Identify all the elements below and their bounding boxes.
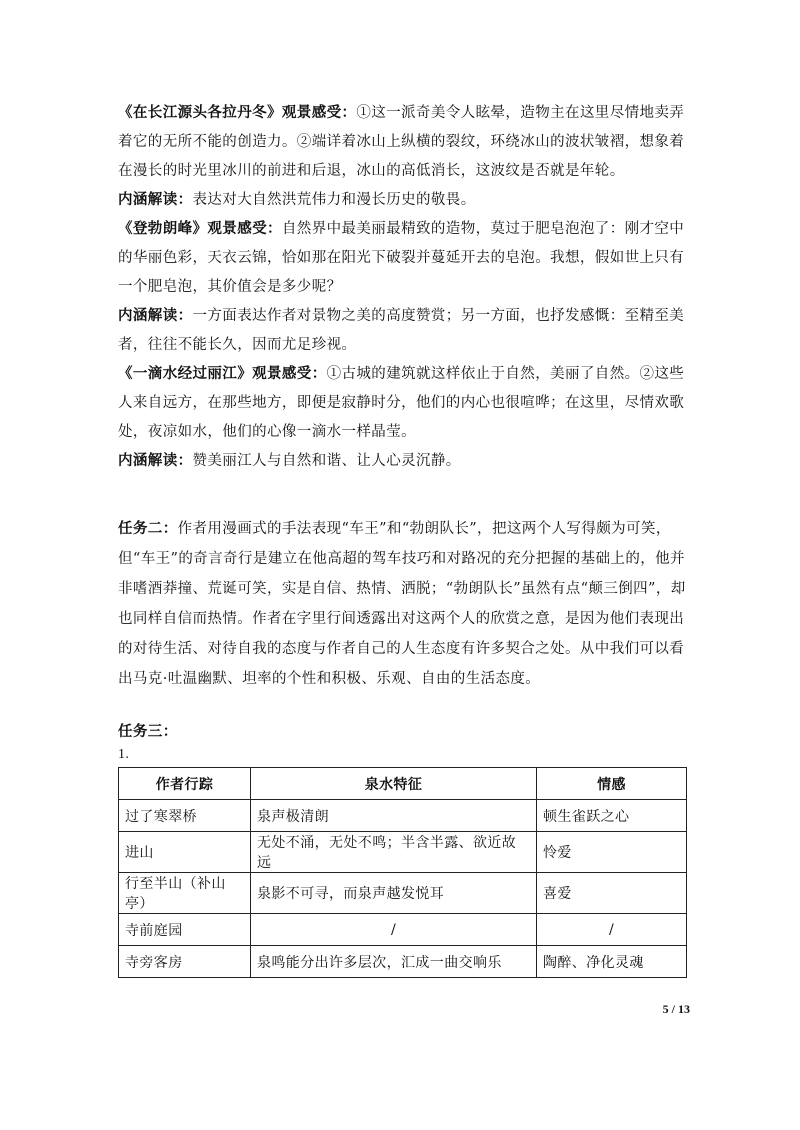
page-number: 5 / 13 [662, 1002, 690, 1016]
table-row [119, 873, 687, 914]
task3-heading [118, 717, 690, 747]
table-cell: 过了寒翠桥 [119, 800, 251, 832]
table-cell: 寺旁客房 [119, 946, 251, 978]
item3-text: ①古城的建筑就这样依止于自然，美丽了自然。②这些人来自远方，在那些地方，即便是寂静时分，他们的内心也很喧哗；在这里，尽情欢歌处，夜凉如水，他们的心像一滴水一样晶莹。 [118, 366, 685, 440]
item1-meaning [118, 185, 690, 215]
task3-label: 任务三： [118, 723, 178, 740]
table-cell: 进山 [119, 832, 251, 873]
item2-meaning-text: 一方面表达作者对景物之美的高度赞赏；另一方面，也抒发感慨：至精至美者，往往不能长久，因而尤足珍视。 [118, 308, 685, 353]
table-cell: 泉声极清朗 [251, 800, 537, 832]
task2-paragraph [118, 514, 690, 694]
item2-text: 自然界中最美丽最精致的造物，莫过于肥皂泡泡了：刚才空中的华丽色彩，天衣云锦，恰如那在阳光下破裂并蔓延开去的皂泡。我想，假如世上只有一个肥皂泡，其价值会是多少呢？ [118, 221, 685, 295]
item3-meaning-label: 内涵解读： [118, 452, 193, 469]
table-cell: 寺前庭园 [119, 914, 251, 946]
table-cell: 泉鸣能分出许多层次，汇成一曲交响乐 [251, 946, 537, 978]
table-cell: 陶醉、净化灵魂 [537, 946, 687, 978]
table-cell: 怜爱 [537, 832, 687, 873]
table-header-row [119, 768, 687, 800]
item3-title: 《一滴水经过丽江》观景感受： [118, 365, 327, 382]
item2-title: 《登勃朗峰》观景感受： [118, 220, 282, 237]
item3-impression [118, 359, 690, 447]
table-row [119, 946, 687, 978]
task2-label: 任务二： [118, 520, 178, 537]
table-cell: 顿生雀跃之心 [537, 800, 687, 832]
task3-subnumber: 1. [118, 747, 130, 762]
header-emotion: 情感 [537, 768, 687, 800]
item1-text: ①这一派奇美令人眩晕，造物主在这里尽情地卖弄着它的无所不能的创造力。②端详着冰山上纵横的裂纹，环绕冰山的波状皱褶，想象着在漫长的时光里冰川的前进和后退，冰山的高低消长，这波纹是否就是年轮。 [118, 105, 685, 179]
item2-impression [118, 214, 690, 302]
item1-title: 《在长江源头各拉丹冬》观景感受： [118, 104, 357, 121]
spring-table [118, 767, 687, 978]
item1-meaning-text: 表达对大自然洪荒伟力和漫长历史的敬畏。 [192, 192, 476, 208]
item3-meaning-text: 赞美丽江人与自然和谐、让人心灵沉静。 [192, 453, 461, 469]
item3-meaning [118, 446, 690, 476]
table-row [119, 914, 687, 946]
table-cell: 喜爱 [537, 873, 687, 914]
header-spring-feature: 泉水特征 [251, 768, 537, 800]
item1-impression [118, 98, 690, 186]
header-author-route: 作者行踪 [119, 768, 251, 800]
task2-text: 作者用漫画式的手法表现“车王”和“勃朗队长”，把这两个人写得颇为可笑，但“车王”的奇言奇行是建立在他高超的驾车技巧和对路况的充分把握的基础上的，他并非嗜酒莽撞、荒诞可笑，实是自信、热情、洒脱；“勃朗队长”虽然有点“颠三倒四”，却也同样自信而热情。作者在字里行间透露出对这两个人的欣赏之意，是因为他们表现出的对待生活、对待自我的态度与作者自己的人生态度有许多契合之处。从中我们可以看出马克·吐温幽默、坦率的个性和积极、乐观、自由的生活态度。 [118, 521, 686, 687]
table-cell: / [537, 914, 687, 946]
table-row [119, 800, 687, 832]
table-row [119, 832, 687, 873]
table-cell: 泉影不可寻，而泉声越发悦耳 [251, 873, 537, 914]
table-cell: 行至半山（补山亭） [119, 873, 251, 914]
item1-meaning-label: 内涵解读： [118, 191, 193, 208]
table-cell: 无处不涌，无处不鸣；半含半露、欲近故远 [251, 832, 537, 873]
item2-meaning [118, 301, 690, 360]
table-cell: / [251, 914, 537, 946]
item2-meaning-label: 内涵解读： [118, 307, 193, 324]
